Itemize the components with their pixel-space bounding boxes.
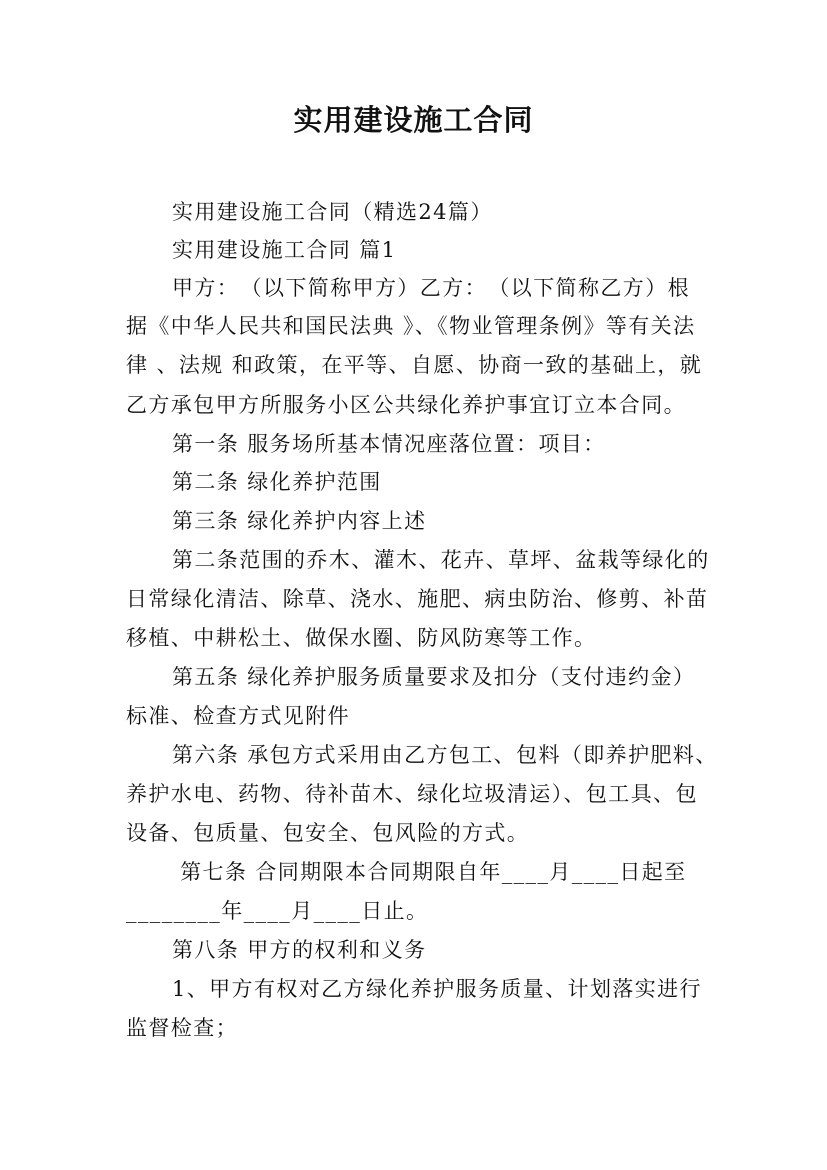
clause-line: 第二条 绿化养护范围 xyxy=(172,470,382,494)
subtitle-line: 实用建设施工合同（精选24篇） xyxy=(172,200,493,224)
clause-line: 第八条 甲方的权利和义务 xyxy=(172,938,427,962)
paragraph-line: 日常绿化清洁、除草、浇水、施肥、病虫防治、修剪、补苗 xyxy=(126,587,709,611)
clause-line: 第六条 承包方式采用由乙方包工、包料（即养护肥料、 xyxy=(172,743,718,767)
clause-line: 第一条 服务场所基本情况座落位置：项目： xyxy=(172,432,606,456)
paragraph-line: 据《中华人民共和国民法典 》、《物业管理条例》等有关法 xyxy=(126,314,696,338)
paragraph-line: 养护水电、药物、待补苗木、绿化垃圾清运）、包工具、包 xyxy=(126,782,698,806)
paragraph-line: 1、甲方有权对乙方绿化养护服务质量、计划落实进行 xyxy=(172,977,702,1001)
clause-line: 第五条 绿化养护服务质量要求及扣分（支付违约金） xyxy=(172,665,696,689)
paragraph-line: 乙方承包甲方所服务小区公共绿化养护事宜订立本合同。 xyxy=(126,393,686,417)
paragraph-line: 律 、法规 和政策，在平等、自愿、协商一致的基础上，就 xyxy=(126,353,703,377)
paragraph-line: 设备、包质量、包安全、包风险的方式。 xyxy=(126,821,530,845)
paragraph-line: 监督检查； xyxy=(126,1016,238,1040)
clause-line: 第七条 合同期限本合同期限自年____月____日起至 xyxy=(172,860,687,884)
section-heading: 实用建设施工合同 篇1 xyxy=(172,238,397,262)
paragraph-line: 第二条范围的乔木、灌木、花卉、草坪、盆栽等绿化的 xyxy=(172,548,710,572)
clause-line: 第三条 绿化养护内容上述 xyxy=(172,509,427,533)
paragraph-line: 甲方： （以下简称甲方）乙方： （以下简称乙方）根 xyxy=(172,276,690,300)
paragraph-line: 移植、中耕松土、做保水圈、防风防寒等工作。 xyxy=(126,626,597,650)
document-title: 实用建设施工合同 xyxy=(293,103,534,137)
paragraph-line: 标准、检查方式见附件 xyxy=(126,704,350,728)
paragraph-line: ________年____月____日止。 xyxy=(126,899,429,923)
